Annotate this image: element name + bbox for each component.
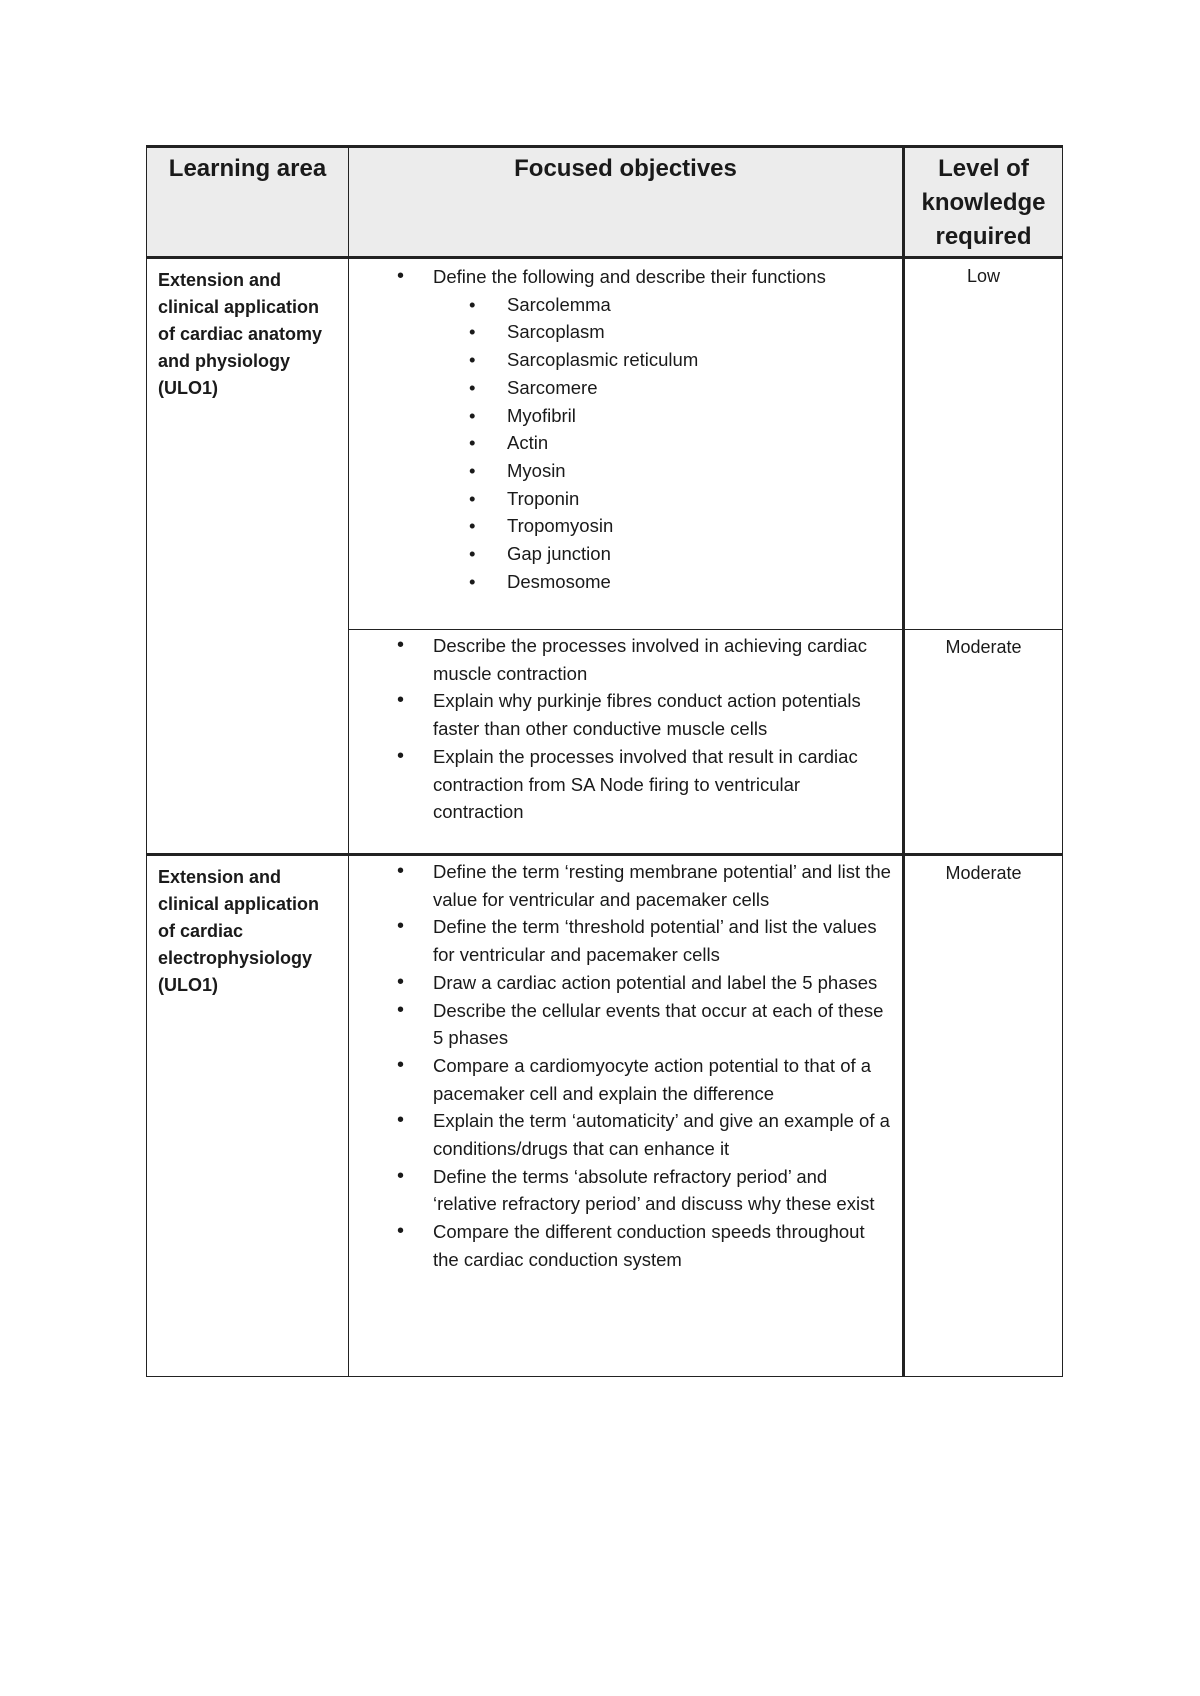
learning-area-cell: Extension and clinical application of cardiac electrophysiology (ULO1): [147, 855, 349, 1377]
list-item: • Sarcoplasm: [349, 318, 894, 346]
objectives-list: [349, 632, 894, 826]
learning-area-cell: Extension and clinical application of cardiac anatomy and physiology (ULO1): [147, 258, 349, 855]
level-cell: Low: [904, 258, 1063, 630]
list-item: • Compare a cardiomyocyte action potential to that of a pacemaker cell and explain the difference: [349, 1052, 894, 1107]
objective-text: Define the following and describe their functions: [433, 266, 826, 287]
list-item: • Compare the different conduction speeds throughout the cardiac conduction system: [349, 1218, 894, 1273]
list-item: • Describe the cellular events that occur at each of these 5 phases: [349, 997, 894, 1052]
level-cell: Moderate: [904, 855, 1063, 1377]
list-item: • Sarcolemma: [349, 291, 894, 319]
table-row: [147, 855, 1063, 1377]
learning-objectives-table: [146, 145, 1063, 1377]
list-item: • Define the term ‘resting membrane potential’ and list the value for ventricular and pacemaker cells: [349, 858, 894, 913]
list-item: • Tropomyosin: [349, 512, 894, 540]
list-item: • Describe the processes involved in achieving cardiac muscle contraction: [349, 632, 894, 687]
level-cell: Moderate: [904, 630, 1063, 855]
list-item: [349, 263, 894, 291]
list-item: • Myofibril: [349, 402, 894, 430]
objectives-list: [349, 263, 894, 291]
table-header-row: [147, 147, 1063, 258]
list-item: • Sarcoplasmic reticulum: [349, 346, 894, 374]
list-item: • Desmosome: [349, 568, 894, 596]
list-item: • Troponin: [349, 485, 894, 513]
list-item: • Gap junction: [349, 540, 894, 568]
list-item: • Explain the processes involved that result in cardiac contraction from SA Node firing to ventricular contraction: [349, 743, 894, 826]
header-learning-area: Learning area: [147, 147, 349, 258]
list-item: • Sarcomere: [349, 374, 894, 402]
objectives-cell: [349, 630, 904, 855]
list-item: • Define the term ‘threshold potential’ and list the values for ventricular and pacemaker cells: [349, 913, 894, 968]
list-item: • Define the terms ‘absolute refractory period’ and ‘relative refractory period’ and discuss why these exist: [349, 1163, 894, 1218]
objectives-cell: [349, 258, 904, 630]
table-row: [147, 258, 1063, 630]
sub-objectives-list: [349, 291, 894, 596]
list-item: • Explain why purkinje fibres conduct action potentials faster than other conductive muscle cells: [349, 687, 894, 742]
list-item: • Draw a cardiac action potential and label the 5 phases: [349, 969, 894, 997]
objectives-cell: [349, 855, 904, 1377]
header-focused-objectives: Focused objectives: [349, 147, 904, 258]
header-level-of-knowledge: Level of knowledge required: [904, 147, 1063, 258]
objectives-list: [349, 858, 894, 1274]
list-item: • Actin: [349, 429, 894, 457]
list-item: • Explain the term ‘automaticity’ and give an example of a conditions/drugs that can enhance it: [349, 1107, 894, 1162]
list-item: • Myosin: [349, 457, 894, 485]
